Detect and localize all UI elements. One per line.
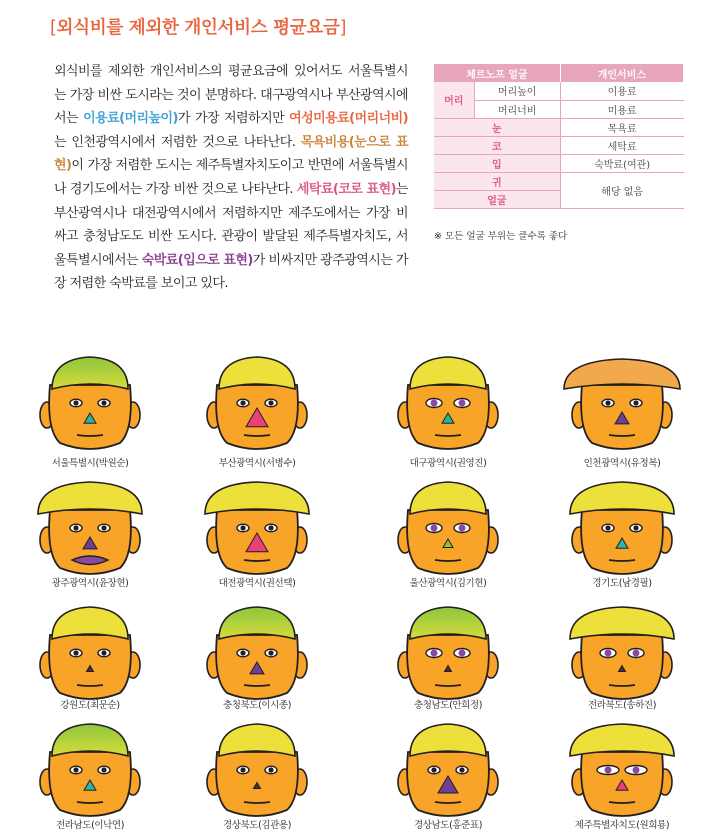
eye-pupil bbox=[73, 525, 78, 530]
eye-pupil bbox=[268, 767, 273, 772]
eye-pupil bbox=[240, 650, 245, 655]
hair-shape bbox=[564, 359, 680, 389]
eye-pupil bbox=[431, 650, 438, 657]
mouth-line bbox=[435, 802, 461, 803]
eye-pupil bbox=[605, 525, 610, 530]
legend-sub-head-width: 머리너비 bbox=[474, 100, 560, 118]
chernoff-face bbox=[570, 607, 674, 699]
mouth-line bbox=[77, 435, 103, 436]
highlight-laundry-fee: 세탁료(코로 표현) bbox=[296, 181, 396, 197]
eye-pupil bbox=[240, 767, 245, 772]
chernoff-face bbox=[570, 724, 674, 816]
eye-pupil bbox=[605, 400, 610, 405]
legend-header-service: 개인서비스 bbox=[560, 64, 683, 82]
title-bracket-close: ] bbox=[339, 18, 347, 38]
hair-shape bbox=[570, 607, 674, 639]
paragraph-text-3: 는 인천광역시에서 저렴한 것으로 나타난다. bbox=[54, 134, 301, 150]
chernoff-face bbox=[40, 607, 140, 699]
eye-pupil bbox=[101, 525, 106, 530]
legend-service-barber: 이용료 bbox=[560, 82, 683, 100]
legend-cat-mouth: 입 bbox=[434, 154, 560, 172]
face-label: 대전광역시(권선택) bbox=[218, 578, 296, 589]
eye-pupil bbox=[633, 400, 638, 405]
chernoff-face bbox=[205, 482, 309, 574]
eye-pupil bbox=[73, 400, 78, 405]
hair-shape bbox=[219, 724, 295, 756]
face-label: 강원도(최문순) bbox=[60, 700, 120, 711]
mouth-line bbox=[244, 802, 270, 803]
mouth-line bbox=[435, 435, 461, 436]
hair-shape bbox=[570, 482, 674, 514]
chernoff-face bbox=[398, 607, 498, 699]
legend-header-face: 체르노프 얼굴 bbox=[434, 64, 560, 82]
eye-pupil bbox=[459, 400, 466, 407]
face-label: 경상남도(홍준표) bbox=[413, 820, 483, 831]
eye-pupil bbox=[633, 767, 640, 774]
eye-pupil bbox=[268, 525, 273, 530]
legend-note: ※ 모든 얼굴 부위는 클수록 좋다 bbox=[434, 231, 568, 242]
hair-shape bbox=[219, 357, 295, 389]
chernoff-face bbox=[564, 359, 680, 449]
eye-pupil bbox=[240, 400, 245, 405]
face-label: 전라남도(이낙연) bbox=[55, 820, 125, 831]
face-label: 제주특별자치도(원희룡) bbox=[574, 820, 670, 831]
hair-shape bbox=[52, 357, 128, 389]
face-label: 광주광역시(윤장현) bbox=[51, 578, 129, 589]
paragraph-text-6: 가 비싸지만 광주광역시는 가장 저렴한 숙박료를 보이고 있다. bbox=[54, 252, 409, 292]
highlight-bath-fee: 목욕비용(눈으로 표현) bbox=[54, 134, 409, 174]
mouth-line bbox=[244, 435, 270, 436]
eye-pupil bbox=[101, 400, 106, 405]
face-label: 전라북도(송하진) bbox=[587, 700, 657, 711]
eye-pupil bbox=[633, 650, 640, 657]
mouth-line bbox=[609, 560, 635, 561]
chernoff-face bbox=[40, 724, 140, 816]
face-label: 대구광역시(권영진) bbox=[409, 458, 487, 469]
face-label: 서울특별시(박원순) bbox=[51, 458, 129, 469]
face-label: 경기도(남경필) bbox=[592, 578, 652, 589]
mouth-line bbox=[435, 685, 461, 686]
mouth-line bbox=[77, 685, 103, 686]
mouth-line bbox=[435, 560, 461, 561]
hair-shape bbox=[52, 607, 128, 639]
paragraph-text-2: 가 가장 저렴하지만 bbox=[177, 111, 290, 127]
eye-pupil bbox=[431, 400, 438, 407]
hair-shape bbox=[219, 607, 295, 639]
chernoff-face bbox=[207, 357, 307, 449]
highlight-barber-fee: 이용료(머리높이) bbox=[83, 111, 178, 127]
eye-pupil bbox=[73, 767, 78, 772]
eye-pupil bbox=[268, 400, 273, 405]
hair-shape bbox=[410, 607, 486, 639]
eye-pupil bbox=[459, 650, 466, 657]
legend-service-none: 해당 없음 bbox=[560, 172, 683, 208]
chernoff-face bbox=[207, 724, 307, 816]
mouth-line bbox=[609, 435, 635, 436]
paragraph-text-5: 는 부산광역시나 대전광역시에서 저렴하지만 제주도에서는 가장 비싸고 충청남도도 비싼 도시다. 관광이 발달된 제주특별자치도, 서울특별시에서는 bbox=[54, 181, 408, 268]
paragraph-text-4: 이 가장 저렴한 도시는 제주특별자치도이고 반면에 서울특별시나 경기도에서는 가장 비싼 것으로 나타난다. bbox=[54, 158, 408, 197]
hair-shape bbox=[570, 724, 674, 756]
eye-pupil bbox=[431, 525, 438, 532]
eye-pupil bbox=[605, 767, 612, 774]
chernoff-face bbox=[398, 357, 498, 449]
eye-pupil bbox=[459, 767, 464, 772]
chernoff-face bbox=[570, 482, 674, 574]
face-label: 경상북도(김관용) bbox=[222, 820, 292, 831]
mouth-line bbox=[77, 802, 103, 803]
face-label: 인천광역시(유정복) bbox=[583, 458, 661, 469]
legend-cat-face: 얼굴 bbox=[434, 190, 560, 208]
face-label: 충청북도(이시종) bbox=[222, 700, 292, 711]
eye-pupil bbox=[73, 650, 78, 655]
title-text: 외식비를 제외한 개인서비스 평균요금 bbox=[56, 18, 340, 38]
hair-shape bbox=[205, 482, 309, 514]
eye-pupil bbox=[459, 525, 466, 532]
mouth-line bbox=[244, 560, 270, 561]
eye-pupil bbox=[605, 650, 612, 657]
highlight-hairdresser-fee: 여성미용료(머리너비) bbox=[289, 111, 408, 127]
eye-pupil bbox=[101, 650, 106, 655]
mouth-line bbox=[244, 685, 270, 686]
hair-shape bbox=[410, 357, 486, 389]
highlight-lodging-fee: 숙박료(입으로 표현) bbox=[141, 252, 253, 268]
legend-cat-head: 머리 bbox=[434, 82, 474, 118]
mouth-line bbox=[609, 685, 635, 686]
hair-shape bbox=[410, 724, 486, 756]
hair-shape bbox=[410, 482, 486, 514]
legend-cat-nose: 코 bbox=[434, 136, 560, 154]
legend-service-laundry: 세탁료 bbox=[560, 136, 683, 154]
eye-pupil bbox=[431, 767, 436, 772]
legend-service-hairdresser: 미용료 bbox=[560, 100, 683, 118]
chernoff-face bbox=[38, 482, 142, 574]
eye-pupil bbox=[268, 650, 273, 655]
legend-cat-ear: 귀 bbox=[434, 172, 560, 190]
legend-service-lodging: 숙박료(여관) bbox=[560, 154, 683, 172]
title-bracket-open: [ bbox=[50, 18, 57, 38]
face-label: 충청남도(안희정) bbox=[413, 700, 483, 711]
legend-sub-head-height: 머리높이 bbox=[474, 82, 560, 100]
eye-pupil bbox=[101, 767, 106, 772]
chernoff-face bbox=[398, 724, 498, 816]
mouth-line bbox=[609, 802, 635, 803]
chernoff-face bbox=[398, 482, 498, 574]
face-label: 부산광역시(서병수) bbox=[218, 458, 296, 469]
legend-cat-eye: 눈 bbox=[434, 118, 560, 136]
chernoff-face bbox=[40, 357, 140, 449]
eye-pupil bbox=[633, 525, 638, 530]
chernoff-face bbox=[207, 607, 307, 699]
hair-shape bbox=[38, 482, 142, 514]
legend-service-bath: 목욕료 bbox=[560, 118, 683, 136]
eye-pupil bbox=[240, 525, 245, 530]
face-label: 울산광역시(김기현) bbox=[409, 578, 487, 589]
paragraph-text-1: 외식비를 제외한 개인서비스의 평균요금에 있어서도 서울특별시는 가장 비싼 도시라는 것이 분명하다. 대구광역시나 부산광역시에서는 bbox=[54, 64, 408, 127]
hair-shape bbox=[52, 724, 128, 756]
